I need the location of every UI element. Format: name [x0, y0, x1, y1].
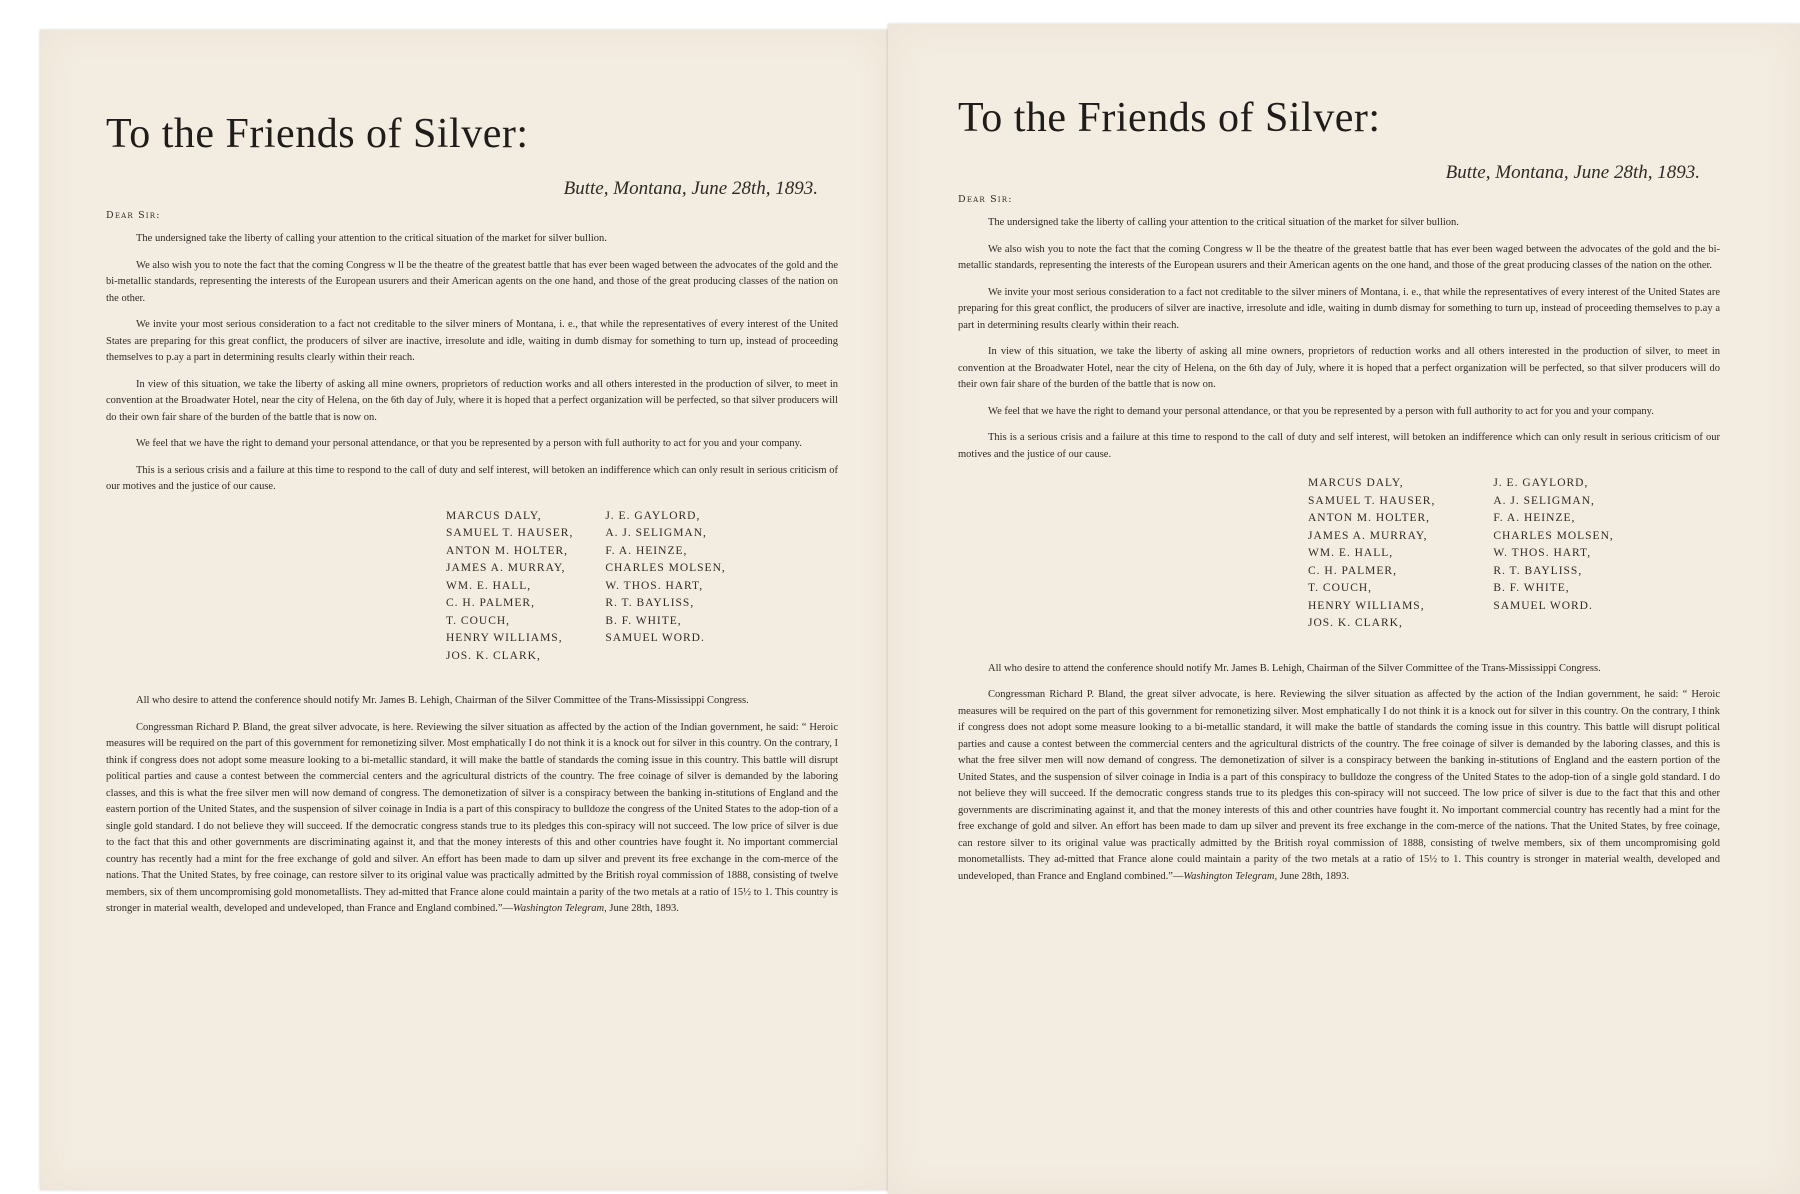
letter-salutation: Dear Sir:	[958, 194, 1013, 205]
letter-title: To the Friends of Silver:	[106, 111, 529, 157]
signers-column-right	[1493, 475, 1613, 633]
letter-salutation: Dear Sir:	[106, 210, 161, 221]
signer: MARCUS DALY,	[446, 509, 542, 522]
letter-title: To the Friends of Silver:	[958, 95, 1381, 141]
signer: SAMUEL WORD.	[605, 632, 705, 644]
signer: ANTON M. HOLTER,	[1308, 512, 1431, 524]
letter-dateline: Butte, Montana, June 28th, 1893.	[1445, 162, 1700, 183]
signer: B. F. WHITE,	[605, 614, 682, 627]
letter-sheet-left	[40, 30, 890, 1190]
signer: F. A. HEINZE,	[1493, 512, 1576, 524]
signer: W. THOS. HART,	[1493, 547, 1592, 559]
paragraph-4: In view of this situation, we take the liberty of asking all mine owners, proprietors of reduction works and all others interested in the production of silver, to meet in convention at the Broadwater Hotel, near the city of Helena, on the 6th day of July, where it is hoped that a perfect organization will be perfected, so that silver producers will do their own fair share of the burden of the battle that is now on.	[106, 378, 838, 423]
signer: C. H. PALMER,	[446, 597, 535, 609]
paragraph-5: We feel that we have the right to demand your personal attendance, or that you be represented by a person with full authority to act for you and your company.	[136, 438, 802, 449]
paragraph-1: The undersigned take the liberty of calling your attention to the critical situation of the market for silver bullion.	[136, 233, 607, 244]
signer: HENRY WILLIAMS,	[1308, 599, 1425, 612]
signer: SAMUEL T. HAUSER,	[446, 527, 574, 539]
signatories	[1308, 475, 1720, 633]
signer: J. E. GAYLORD,	[605, 509, 701, 522]
signer: JAMES A. MURRAY,	[446, 562, 566, 574]
signer: HENRY WILLIAMS,	[446, 632, 563, 644]
paragraph-7: All who desire to attend the conference should notify Mr. James B. Lehigh, Chairman of the Silver Committee of the Trans-Mississippi Congress.	[136, 695, 749, 706]
signer: SAMUEL WORD.	[1493, 599, 1593, 612]
paragraph-6: This is a serious crisis and a failure at this time to respond to the call of duty and self interest, will betoken an indifference which can only result in serious criticism of our motives and the justice of our cause.	[958, 432, 1720, 460]
paragraph-4: In view of this situation, we take the liberty of asking all mine owners, proprietors of reduction works and all others interested in the production of silver, to meet in convention at the Broadwater Hotel, near the city of Helena, on the 6th day of July, where it is hoped that a perfect organization will be perfected, so that silver producers will do their own fair share of the burden of the battle that is now on.	[958, 346, 1720, 390]
source-citation: Washington Telegram,	[1183, 870, 1278, 882]
paragraph-1: The undersigned take the liberty of calling your attention to the critical situation of the market for silver bullion.	[988, 217, 1459, 228]
paragraph-2: We also wish you to note the fact that the coming Congress w ll be the theatre of the greatest battle that has ever been waged between the advocates of the gold and the bi-metallic standards, representing the interests of the European usurers and their American agents on the one hand, and those of the great producing classes of the nation on the other.	[106, 259, 838, 304]
signer: J. E. GAYLORD,	[1493, 477, 1589, 489]
source-citation: Washington Telegram,	[513, 903, 607, 914]
signer: F. A. HEINZE,	[605, 544, 688, 557]
paragraph-3: We invite your most serious consideration to a fact not creditable to the silver miners of Montana, i. e., that while the representatives of every interest of the United States are preparing for this great conflict, the producers of silver are inactive, irresolute and idle, waiting in dumb dismay for something to turn up, instead of proceeding themselves to p.ay a part in determining results clearly within their reach.	[106, 319, 838, 363]
signer: JOS. K. CLARK,	[1308, 617, 1403, 629]
source-date: June 28th, 1893.	[1277, 870, 1350, 882]
signer: B. F. WHITE,	[1493, 582, 1570, 594]
signer: W. THOS. HART,	[605, 579, 704, 592]
signer: CHARLES MOLSEN,	[1493, 529, 1614, 542]
signer: R. T. BAYLISS,	[605, 597, 695, 609]
letter-dateline: Butte, Montana, June 28th, 1893.	[563, 178, 818, 199]
signatories	[446, 508, 838, 666]
signer: SAMUEL T. HAUSER,	[1308, 494, 1436, 507]
signer: WM. E. HALL,	[446, 579, 532, 592]
letter-sheet-right	[888, 24, 1800, 1194]
signers-column-left	[446, 508, 573, 666]
paragraph-3: We invite your most serious consideration to a fact not creditable to the silver miners of Montana, i. e., that while the representatives of every interest of the United States are preparing for this great conflict, the producers of silver are inactive, irresolute and idle, waiting in dumb dismay for something to turn up, instead of proceeding themselves to p.ay a part in determining results clearly within their reach.	[958, 286, 1720, 331]
signer: CHARLES MOLSEN,	[605, 562, 726, 574]
signer: MARCUS DALY,	[1308, 477, 1404, 489]
signer: A. J. SELIGMAN,	[605, 527, 707, 539]
paragraph-8	[958, 687, 1720, 885]
signers-column-right	[605, 508, 725, 666]
signer: A. J. SELIGMAN,	[1493, 494, 1595, 507]
signer: JAMES A. MURRAY,	[1308, 529, 1428, 542]
signer: JOS. K. CLARK,	[446, 649, 541, 662]
paragraph-7: All who desire to attend the conference should notify Mr. James B. Lehigh, Chairman of the Silver Committee of the Trans-Mississippi Congress.	[988, 662, 1601, 674]
paragraph-2: We also wish you to note the fact that the coming Congress w ll be the theatre of the greatest battle that has ever been waged between the advocates of the gold and the bi-metallic standards, representing the interests of the European usurers and their American agents on the one hand, and those of the great producing classes of the nation on the other.	[958, 243, 1720, 271]
signer: T. COUCH,	[446, 614, 511, 627]
signer: ANTON M. HOLTER,	[446, 544, 569, 557]
signer: R. T. BAYLISS,	[1493, 564, 1583, 577]
bland-quote: Congressman Richard P. Bland, the great silver advocate, is here. Reviewing the silver situation as affected by the action of the Indian government, he said: “ Heroic measures will be required on the part of this government for remonetizing silver. Most emphatically I do not think it is a knock out for silver in this country. On the contrary, I think if congress does not adopt some measure looking to a bi-metallic standard, it will make the battle of standards the coming issue in this country. This battle will disrupt political parties and cause a contest between the commercial centers and the agricultural districts of the country. The free coinage of silver is demanded by the laboring classes, and this is what the free silver men will now demand of congress. The demonetization of silver is a conspiracy between the banking in-stitutions of England and the eastern portion of the United States, and the suspension of silver coinage in India is a part of this conspiracy to bulldoze the congress of the United States to the adop-tion of a single gold standard. I do not believe they will succeed. If the democratic congress stands true to its pledges this con-spiracy will not succeed. The low price of silver is due to the fact that this and other governments are discriminating against it, and that the money interests of this and other countries have fought it. No important commercial country has recently had a mint for the free exchange of gold and silver. An effort has been made to dam up silver and prevent its free exchange in the com-merce of the nations. That the United States, by free coinage, can restore silver to its original value was practically admitted by the British royal commission of 1888, consisting of twelve members, six of them uncompromising gold monometallists. They ad-mitted that France alone could maintain a parity of the two metals at a ratio of 15½ to 1. This country is stronger in material wealth, developed and undeveloped, than France and England combined.”—	[958, 689, 1720, 882]
signer: T. COUCH,	[1308, 582, 1373, 594]
signers-column-left	[1308, 475, 1435, 633]
paragraph-6: This is a serious crisis and a failure at this time to respond to the call of duty and self interest, will betoken an indifference which can only result in serious criticism of our motives and the justice of our cause.	[106, 464, 838, 492]
paragraph-8	[106, 720, 838, 918]
signer: WM. E. HALL,	[1308, 547, 1394, 559]
source-date: June 28th, 1893.	[606, 903, 679, 914]
bland-quote: Congressman Richard P. Bland, the great silver advocate, is here. Reviewing the silver situation as affected by the action of the Indian government, he said: “ Heroic measures will be required on the part of this government for remonetizing silver. Most emphatically I do not think it is a knock out for silver in this country. On the contrary, I think if congress does not adopt some measure looking to a bi-metallic standard, it will make the battle of standards the coming issue in this country. This battle will disrupt political parties and cause a contest between the commercial centers and the agricultural districts of the country. The free coinage of silver is demanded by the laboring classes, and this is what the free silver men will now demand of congress. The demonetization of silver is a conspiracy between the banking in-stitutions of England and the eastern portion of the United States, and the suspension of silver coinage in India is a part of this conspiracy to bulldoze the congress of the United States to the adop-tion of a single gold standard. I do not believe they will succeed. If the democratic congress stands true to its pledges this con-spiracy will not succeed. The low price of silver is due to the fact that this and other governments are discriminating against it, and that the money interests of this and other countries have fought it. No important commercial country has recently had a mint for the free exchange of gold and silver. An effort has been made to dam up silver and prevent its free exchange in the com-merce of the nations. That the United States, by free coinage, can restore silver to its original value was practically admitted by the British royal commission of 1888, consisting of twelve members, six of them uncompromising gold monometallists. They ad-mitted that France alone could maintain a parity of the two metals at a ratio of 15½ to 1. This country is stronger in material wealth, developed and undeveloped, than France and England combined.”—	[106, 721, 838, 914]
signer: C. H. PALMER,	[1308, 564, 1397, 577]
paragraph-5: We feel that we have the right to demand your personal attendance, or that you be represented by a person with full authority to act for you and your company.	[988, 405, 1654, 417]
